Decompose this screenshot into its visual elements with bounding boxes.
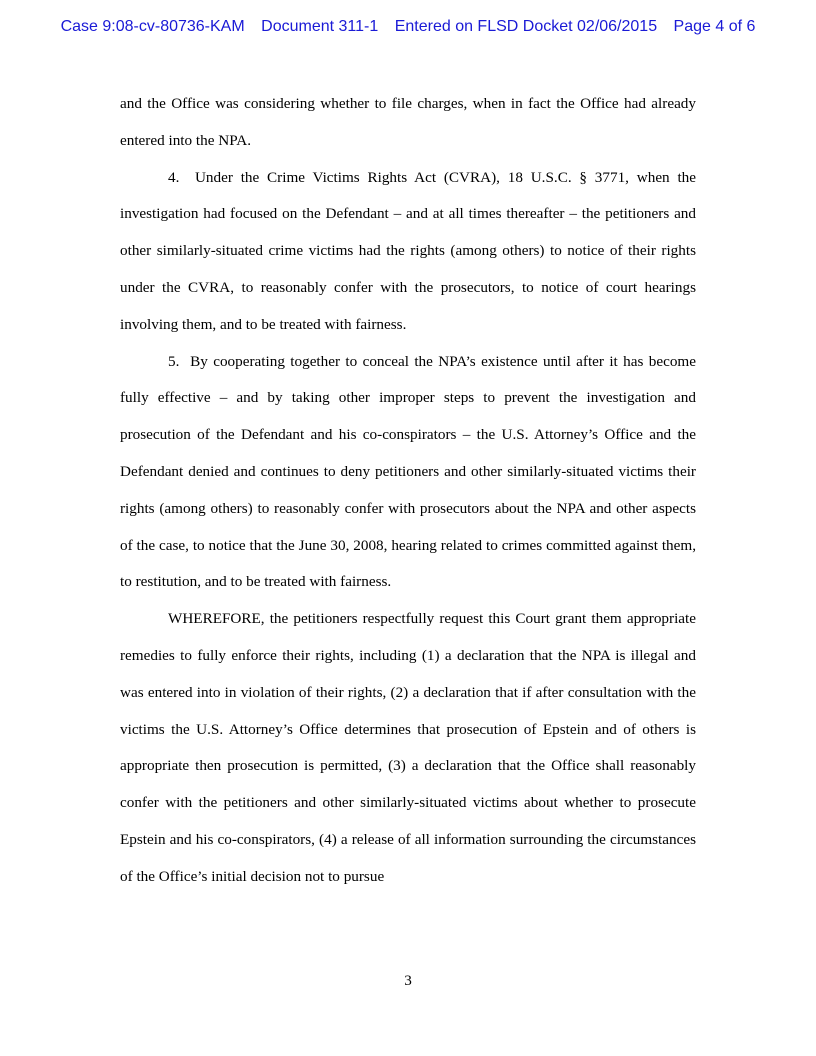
paragraph-4: 4. Under the Crime Victims Rights Act (CVRA), 18 U.S.C. § 3771, when the investigation had focused on the Defendant – and at all times thereafter – the petitioners and other similarly-situated crime victims had the rights (among others) to notice of their rights under the CVRA, to reasonably confer with the prosecutors, to notice of court hearings involving them, and to be treated with fairness. <box>120 168 696 333</box>
docket-entry-date: Entered on FLSD Docket 02/06/2015 <box>394 18 658 35</box>
page-of-total: Page 4 of 6 <box>673 18 756 35</box>
paragraph-5: 5. By cooperating together to conceal the NPA’s existence until after it has become fully effective – and by taking other improper steps to prevent the investigation and prosecution of the Defendant and his co-conspirators – the U.S. Attorney’s Office and the Defendant denied and continues to deny petitioners and other similarly-situated victims their rights (among others) to reasonably confer with prosecutors about the NPA and other aspects of the case, to notice that the June 30, 2008, hearing related to crimes committed against them, to restitution, and to be treated with fairness. <box>120 352 696 591</box>
paragraph-wherefore: WHEREFORE, the petitioners respectfully request this Court grant them appropriate remedies to fully enforce their rights, including (1) a declaration that the NPA is illegal and was entered into in violation of their rights, (2) a declaration that if after consultation with the victims the U.S. Attorney’s Office determines that prosecution of Epstein and of others is appropriate then prosecution is permitted, (3) a declaration that the Office shall reasonably confer with the petitioners and other similarly-situated victims about whether to prosecute Epstein and his co-conspirators, (4) a release of all information surrounding the circumstances of the Office’s initial decision not to pursue <box>120 610 696 885</box>
document-body <box>120 86 696 896</box>
case-number: Case 9:08-cv-80736-KAM <box>60 18 245 35</box>
docket-header <box>0 17 816 37</box>
document-number: Document 311-1 <box>261 18 379 35</box>
paragraph-continuation: and the Office was considering whether to file charges, when in fact the Office had already entered into the NPA. <box>120 95 696 149</box>
page-number: 3 <box>404 972 412 989</box>
